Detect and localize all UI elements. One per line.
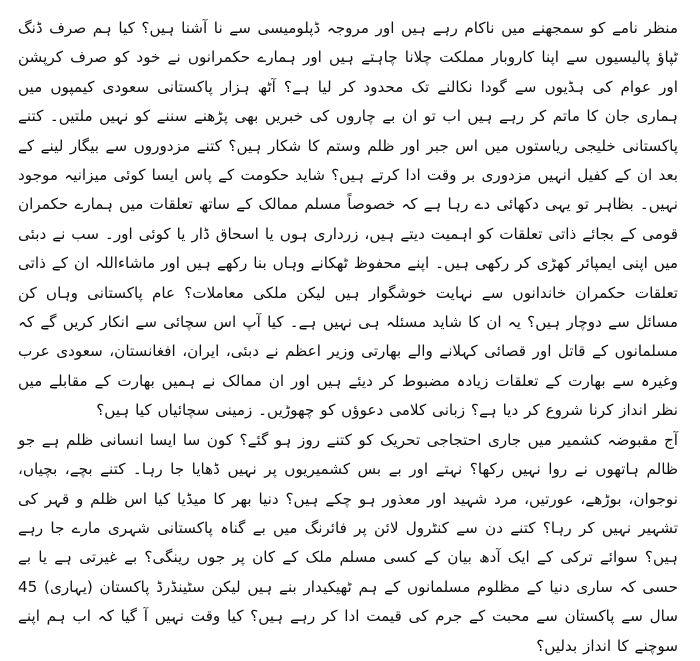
paragraph-1: منظر نامے کو سمجھنے میں ناکام رہے ہیں اور مروجہ ڈپلومیسی سے نا آشنا ہیں؟ کیا ہم صرف ڈنگ ٹپاؤ پالیسیوں سے اپنا کاروبار مملکت چلانا چاہتے ہیں اور ہمارے حکمرانوں نے خود کو صرف کرپشن اور عوام کی ہڈیوں سے گودا نکالنے تک محدود کر لیا ہے؟ آٹھ ہزار پاکستانی سعودی کیمپوں میں ہماری جان کا ماتم کر رہے ہیں اب تو ان بے چاروں کی خبریں بھی پڑھنے سننے کو نہیں ملتیں۔ کتنے پاکستانی خلیجی ریاستوں میں اس جبر اور ظلم وستم کا شکار ہیں؟ کتنے مزدوروں سے بیگار لینے کے بعد ان کے کفیل انہیں مزدوری بر وقت ادا کرتے ہیں؟ شاید حکومت کے پاس ایسا کوئی میزانیہ موجود نہیں۔ بظاہر تو یہی دکھائی دے رہا ہے کہ خصوصاً مسلم ممالک کے ساتھ تعلقات میں ہمارے حکمران قومی کے بجائے ذاتی تعلقات کو اہمیت دیتے ہیں، زرداری ہوں یا اسحاق ڈار یا کوئی اور۔ سب نے دبئی میں اپنی ایمپائر کھڑی کر رکھی ہیں۔ اپنے محفوظ ٹھکانے وہاں بنا رکھے ہیں اور ماشاءاللہ ان کے ذاتی تعلقات حکمران خاندانوں سے نہایت خوشگوار ہیں لیکن ملکی معاملات؟ عام پاکستانی وہاں کن مسائل سے دوچار ہیں؟ یہ ان کا شاید مسئلہ ہی نہیں ہے۔ کیا آپ اس سچائی سے انکار کریں گے کہ مسلمانوں کے قاتل اور قصائی کہلانے والے بھارتی وزیر اعظم نے دبئی، ایران، افغانستان، سعودی عرب وغیرہ سے بھارت کے تعلقات زیادہ مضبوط کر دیئے ہیں اور ان ممالک نے ہمیں بھارت کے مقابلے میں نظر انداز کرنا شروع کر دیا ہے؟ زبانی کلامی دعوؤں کو چھوڑیں۔ زمینی سچائیاں کیا ہیں؟ <box>18 19 678 420</box>
article-body <box>18 14 678 661</box>
paragraph-2: آج مقبوضہ کشمیر میں جاری احتجاجی تحریک کو کتنے روز ہو گئے؟ کون سا ایسا انسانی ظلم ہے جو ظالم ہاتھوں نے روا نہیں رکھا؟ نہتے اور بے بس کشمیریوں پر نہیں ڈھایا جا رہا۔ کتنے بچے، بچیاں، نوجوان، بوڑھے، عورتیں، مرد شہید اور معذور ہو چکے ہیں؟ دنیا بھر کا میڈیا کیا اس ظلم و قہر کی تشہیر نہیں کر رہا؟ کتنے دن سے کنٹرول لائن پر فائرنگ میں بے گناہ پاکستانی شہری مارے جا رہے ہیں؟ سوائے ترکی کے ایک آدھ بیان کے کسی مسلم ملک کے کان پر جوں رینگی؟ بے غیرتی ہے یا بے حسی کہ ساری دنیا کے مظلوم مسلمانوں کے ہم ٹھیکیدار بنے ہیں لیکن سٹینڈرڈ پاکستان (یہاری) 45 سال سے پاکستان سے محبت کے جرم کی قیمت ادا کر رہے ہیں؟ کیا وقت نہیں آ گیا کہ اب ہم اپنے سوچنے کا انداز بدلیں؟ <box>18 430 678 655</box>
